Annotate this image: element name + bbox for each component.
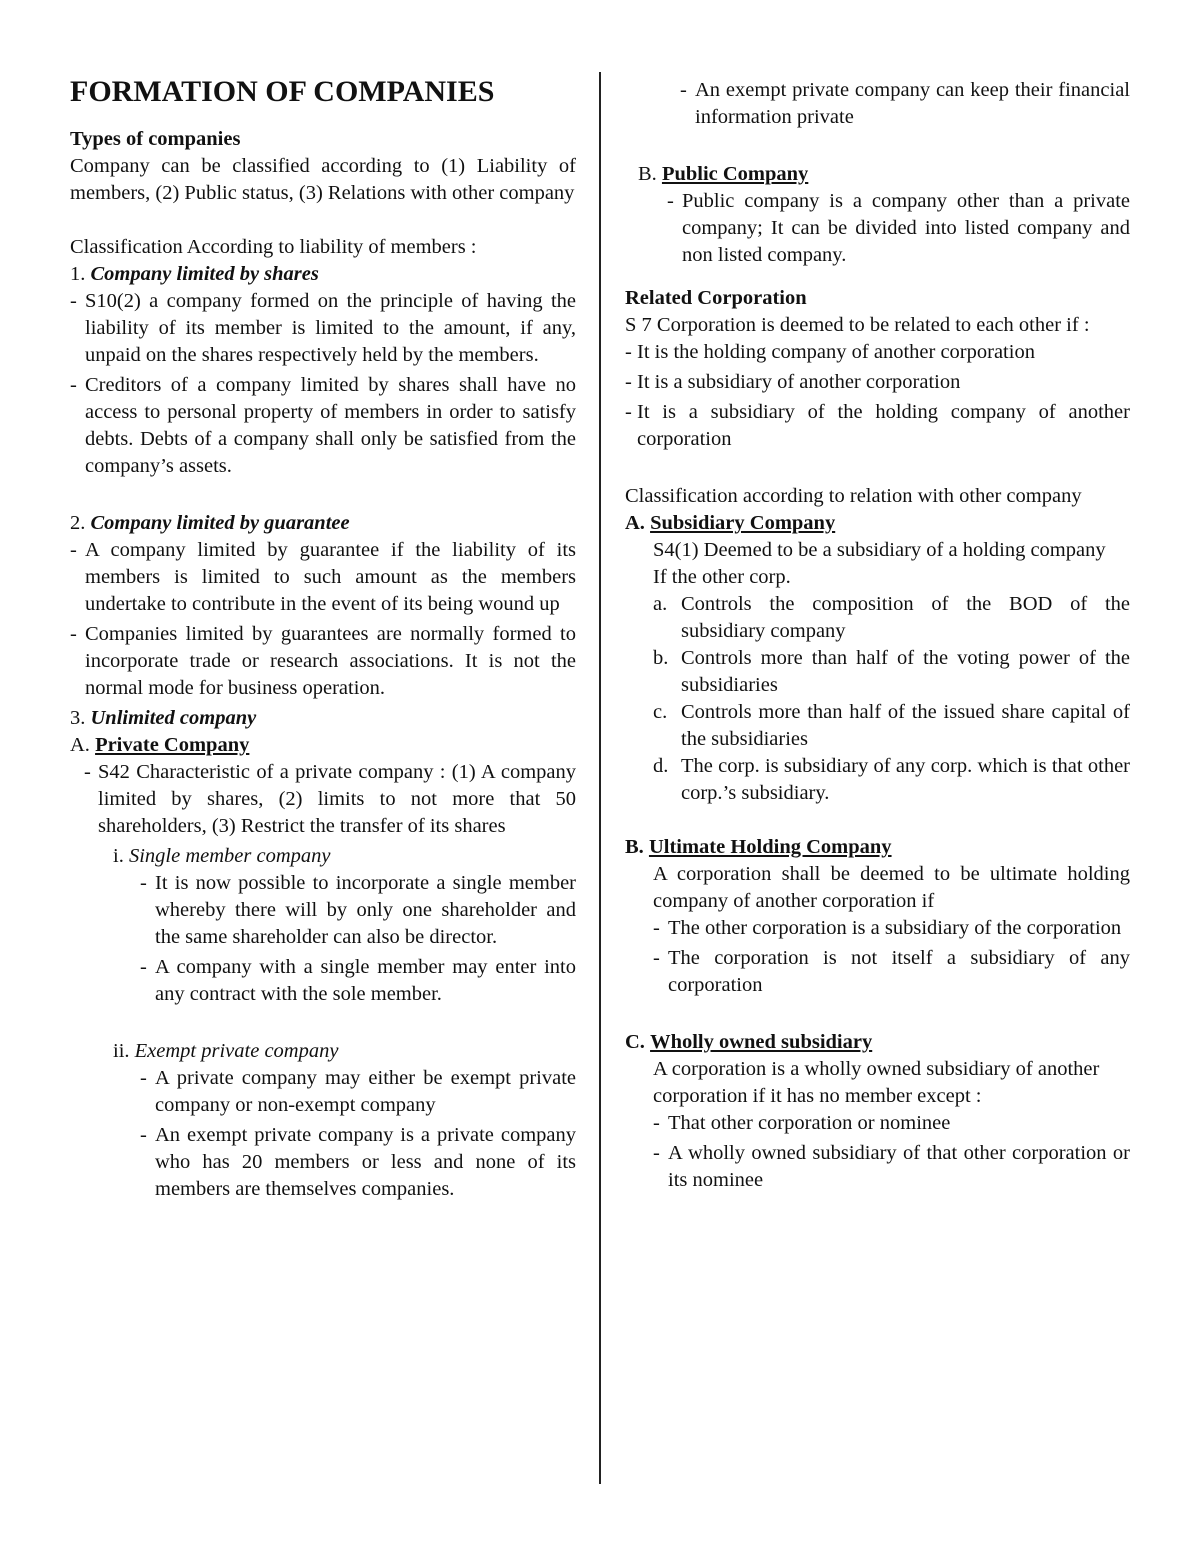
section-3-heading: 3. Unlimited company [70, 707, 257, 729]
list-item: b. Controls more than half of the voting power of the subsidiaries [653, 647, 1130, 696]
list-item: a. Controls the composition of the BOD of the subsidiary company [653, 593, 1130, 642]
list-item: - It is a subsidiary of the holding company of another corporation [625, 401, 1130, 450]
list-item: - It is a subsidiary of another corporation [625, 371, 961, 393]
list-item: - The other corporation is a subsidiary of the corporation [653, 917, 1122, 939]
subsidiary-condition: If the other corp. [653, 566, 791, 588]
relation-intro: Classification according to relation with other company [625, 485, 1082, 507]
list-item: - A private company may either be exempt private company or non-exempt company [140, 1067, 576, 1116]
list-item: - Companies limited by guarantees are normally formed to incorporate trade or research associations. It is not the normal mode for business operation. [70, 623, 576, 699]
list-item: - Creditors of a company limited by shares shall have no access to personal property of members in order to satisfy debts. Debts of a company shall only be satisfied from the company’s assets. [70, 374, 576, 477]
page-title: FORMATION OF COMPANIES [70, 75, 495, 108]
subsidiary-text: S4(1) Deemed to be a subsidiary of a holding company [653, 539, 1106, 561]
subsidiary-company-heading: A. Subsidiary Company [625, 512, 836, 534]
list-item: - A company limited by guarantee if the liability of its members is limited to such amount as the members undertake to contribute in the event of its being wound up [70, 539, 576, 615]
list-item: d. The corp. is subsidiary of any corp. which is that other corp.’s subsidiary. [653, 755, 1130, 804]
list-item: - A wholly owned subsidiary of that other corporation or its nominee [653, 1142, 1130, 1191]
related-text: S 7 Corporation is deemed to be related to each other if : [625, 314, 1090, 336]
ultimate-holding-heading: B. Ultimate Holding Company [625, 836, 892, 858]
section-1-heading: 1. Company limited by shares [70, 263, 319, 285]
list-item: - S42 Characteristic of a private company : (1) A company limited by shares, (2) limits to not more that 50 shareholders, (3) Restrict the transfer of its shares [84, 761, 576, 837]
types-heading: Types of companies [70, 128, 241, 150]
types-text: Company can be classified according to (1) Liability of members, (2) Public status, (3) Relations with other company [70, 155, 576, 204]
related-corporation-heading: Related Corporation [625, 287, 807, 309]
private-company-heading: A. Private Company [70, 734, 250, 756]
list-item: - An exempt private company can keep their financial information private [680, 79, 1130, 128]
public-company-heading: B. Public Company [638, 163, 809, 185]
section-2-heading: 2. Company limited by guarantee [70, 512, 350, 534]
list-item: - It is the holding company of another corporation [625, 341, 1035, 363]
list-item: - The corporation is not itself a subsidiary of any corporation [653, 947, 1130, 996]
list-item: - It is now possible to incorporate a single member whereby there will by only one shareholder and the same shareholder can also be director. [140, 872, 576, 948]
list-item: - Public company is a company other than a private company; It can be divided into listed company and non listed company. [667, 190, 1130, 266]
left-column [70, 72, 576, 1206]
wholly-owned-text: A corporation is a wholly owned subsidiary of another corporation if it has no member except : [653, 1058, 1100, 1107]
single-member-heading: i. Single member company [113, 845, 331, 867]
ultimate-holding-text: A corporation shall be deemed to be ultimate holding company of another corporation if [653, 863, 1130, 912]
right-column [625, 77, 1130, 1197]
list-item: - An exempt private company is a private company who has 20 members or less and none of its members are themselves companies. [140, 1124, 576, 1200]
exempt-private-heading: ii. Exempt private company [113, 1040, 339, 1062]
column-divider [599, 72, 601, 1484]
wholly-owned-heading: C. Wholly owned subsidiary [625, 1031, 873, 1053]
list-item: c. Controls more than half of the issued share capital of the subsidiaries [653, 701, 1130, 750]
list-item: - That other corporation or nominee [653, 1112, 951, 1134]
liability-intro: Classification According to liability of members : [70, 236, 477, 258]
list-item: - S10(2) a company formed on the principle of having the liability of its member is limited to the amount, if any, unpaid on the shares respectively held by the members. [70, 290, 576, 366]
list-item: - A company with a single member may enter into any contract with the sole member. [140, 956, 576, 1005]
